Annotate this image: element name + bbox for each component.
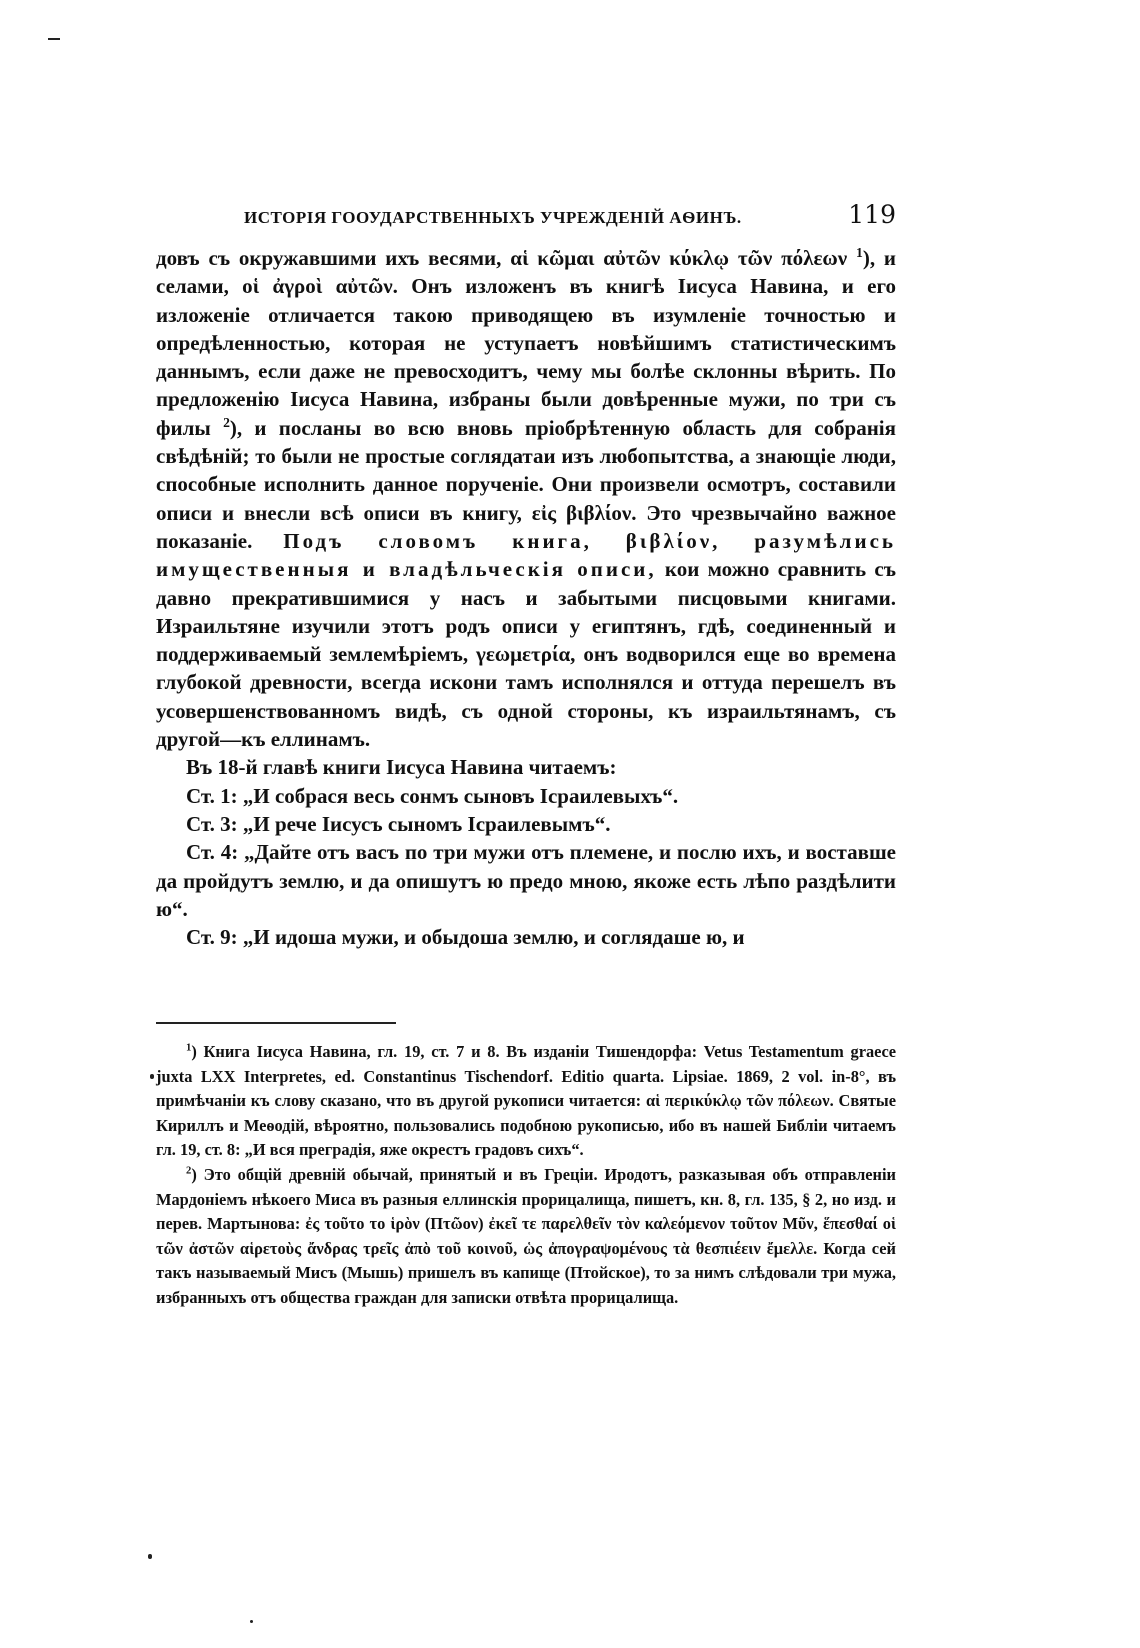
footnote-mark: 1 [186,1042,192,1054]
footnote-1 [156,1040,896,1163]
page-number: 119 [848,200,896,229]
paragraph [156,244,896,753]
footnote-mark: 2 [186,1165,192,1177]
verse-line: Ст. 3: „И рече Іисусъ сыномъ Ісраилевымъ“. [186,811,611,836]
verse-line: Ст. 1: „И собрася весь сонмъ сыновъ Ісраилевыхъ“. [186,783,679,808]
verse-line: Ст. 4: „Дайте отъ васъ по три мужи отъ племене, и послю ихъ, и воставше да пройдутъ землю, и да опишутъ ю предо мною, якоже есть лѣпо раздѣлити ю“. [156,840,896,921]
scan-mark-bottom-dot [148,1554,152,1559]
text-run: ), и селами, οἱ ἀγροὶ αὐτῶν. Онъ изложенъ въ книгѣ Іисуса Навина, и его изложеніе отличается такою приводящею въ изумленіе точностью и опредѣленностью, которая не уступаетъ новѣйшимъ статистическимъ даннымъ, если даже не превосходитъ, чему мы болѣе склонны вѣрить. По предложенію Іисуса Навина, избраны были довѣренные мужи, по три съ филы [156,246,897,440]
scan-mark-top-left [48,38,60,40]
footnote-2 [156,1163,896,1311]
scan-mark-margin-dot [150,1074,154,1079]
footnote-divider [156,1022,396,1024]
paragraph: Въ 18-й главѣ книги Іисуса Навина читаемъ: [186,755,617,780]
footnote-ref: 2 [223,414,230,430]
text-run: кои можно сравнить съ давно прекратившимися у насъ и забытыми писцовыми книгами. Израильтяне изучили этотъ родъ описи у египтянъ, гдѣ, соединенный и поддерживаемый землемѣріемъ, γεωμετρία, онъ водворился еще во времена глубокой древности, всегда искони тамъ исполнялся и оттуда перешелъ въ усовершенствованномъ видѣ, съ одной стороны, къ израильтянамъ, съ другой—къ еллинамъ. [156,557,896,752]
footnotes [156,1040,896,1311]
footnote-text: ) Это общій древній обычай, принятый и въ Греціи. Иродотъ, разказывая объ отправленіи Мардоніемъ нѣкоего Миса въ разныя еллинскія прорицалища, пишетъ, кн. 8, гл. 135, § 2, но изд. и перев. Мартынова: ἐς τοῦτο το ἱρὸν (Πτῶον) ἐκεῖ τε παρελθεῖν τὸν καλεόμενον τοῦτον Μῦν, ἕπεσθαί οἱ τῶν ἀστῶν αἱρετοὺς ἄνδρας τρεῖς ἀπὸ τοῦ κοινοῦ, ὡς ἀπογραψομένους τὰ θεσπιέειν ἔμελλε. Когда сей такъ называемый Мисъ (Мышь) пришелъ въ капище (Птойское), то за нимъ слѣдовали три мужа, избранныхъ отъ общества граждан для записки отвѣта прорицалища. [156,1164,896,1307]
running-head [236,200,896,236]
text-run: ), и посланы во всю вновь пріобрѣтенную область для собранія свѣдѣній; то были не простые соглядатаи изъ любопытства, а знающіе люди, способные исполнить данное порученіе. Они произвели осмотръ, составили описи и внесли всѣ описи въ книгу, εἰς βιβλίον. Это чрезвычайно важное показаніе. [156,415,897,553]
running-title: ИСТОРІЯ ГООУДАРСТВЕННЫХЪ УЧРЕЖДЕНІЙ АѲИНЪ. [244,208,742,227]
verse-line: Ст. 9: „И идоша мужи, и обыдоша землю, и соглядаше ю, и [186,925,745,950]
footnote-text: ) Книга Іисуса Навина, гл. 19, ст. 7 и 8. Въ изданіи Тишендорфа: Vetus Testamentum graece juxta LXX Interpretes, ed. Constantinus Tischendorf. Editio quarta. Lipsiae. 1869, 2 vol. in-8°, въ примѣчаніи къ слову сказано, что въ другой рукописи читается: αἱ περικύκλῳ τῶν πόλεων. Святые Кириллъ и Меѳодій, вѣроятно, пользовались подобною рукописью, ибо въ нашей Библіи читаемъ гл. 19, ст. 8: „И вся преградія, яже окрестъ градовъ сихъ“. [156,1042,896,1160]
spaced-emphasis: Подъ словомъ книга, βιβλίον, разумѣлись имущественныя и владѣльческія описи, [156,528,896,582]
scan-mark-bottom-dot-2 [250,1620,253,1623]
footnote-ref: 1 [856,245,863,260]
text-run: довъ съ окружавшими ихъ весями, αἱ κῶμαι αὐτῶν κύκλῳ τῶν πόλεων [156,246,856,270]
main-text [156,244,896,951]
